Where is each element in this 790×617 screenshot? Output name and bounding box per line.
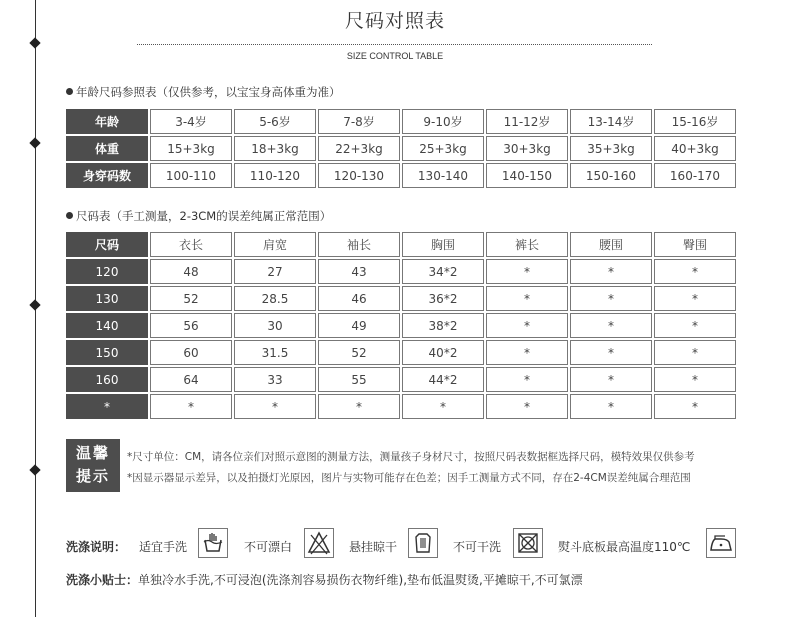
size-table-cell: * (654, 259, 736, 284)
size-row-label: 140 (66, 313, 148, 338)
size-table-cell: 49 (318, 313, 400, 338)
hang-dry-icon (408, 528, 438, 558)
size-table-cell: * (654, 313, 736, 338)
age-table-row (66, 136, 736, 161)
size-row-label: 160 (66, 367, 148, 392)
age-row-label: 体重 (66, 136, 148, 161)
size-table-row (66, 313, 736, 338)
age-table-cell: 150-160 (570, 163, 652, 188)
size-table-cell: * (654, 286, 736, 311)
tips-badge (66, 439, 120, 492)
size-table-row (66, 367, 736, 392)
size-table-row (66, 259, 736, 284)
size-table-cell: 56 (150, 313, 232, 338)
size-table-cell: * (486, 259, 568, 284)
size-table-cell: * (654, 367, 736, 392)
age-row-label: 身穿码数 (66, 163, 148, 188)
size-table-row (66, 340, 736, 365)
wash-item-text: 不可干洗 (453, 540, 502, 554)
age-table-cell: 15-16岁 (654, 109, 736, 134)
wash-tips (66, 571, 583, 588)
size-table-header: 衣长 (150, 232, 232, 257)
size-table-header: 尺码 (66, 232, 148, 257)
size-table-cell: 34*2 (402, 259, 484, 284)
hand-wash-icon (198, 528, 228, 558)
diamond-marker (29, 37, 40, 48)
size-row-label: 120 (66, 259, 148, 284)
size-table-cell: * (486, 286, 568, 311)
age-table-cell: 9-10岁 (402, 109, 484, 134)
size-table-cell: * (654, 394, 736, 419)
size-table-cell: * (654, 340, 736, 365)
size-table-header-row (66, 232, 736, 257)
size-row-label: 130 (66, 286, 148, 311)
size-table-header: 裤长 (486, 232, 568, 257)
size-table-cell: * (570, 340, 652, 365)
size-table-cell: 55 (318, 367, 400, 392)
age-table-cell: 7-8岁 (318, 109, 400, 134)
bullet-icon (66, 212, 73, 219)
diamond-marker (29, 137, 40, 148)
age-table-cell: 130-140 (402, 163, 484, 188)
size-table-cell: 40*2 (402, 340, 484, 365)
wash-tips-text: 单独冷水手洗,不可浸泡(洗涤剂容易损伤衣物纤维),垫布低温熨烫,平摊晾干,不可氯漂 (138, 573, 583, 587)
age-table-cell: 110-120 (234, 163, 316, 188)
size-table-cell: 52 (150, 286, 232, 311)
size-row-label: 150 (66, 340, 148, 365)
size-table-cell: 33 (234, 367, 316, 392)
age-table-cell: 15+3kg (150, 136, 232, 161)
size-table-cell: * (486, 340, 568, 365)
size-table-cell: * (570, 286, 652, 311)
size-table-header: 臀围 (654, 232, 736, 257)
age-table (64, 107, 738, 190)
diamond-marker (29, 464, 40, 475)
wash-item-text: 适宜手洗 (139, 540, 188, 554)
age-table-cell: 5-6岁 (234, 109, 316, 134)
washing-label: 洗涤说明： (66, 540, 127, 554)
title-divider (137, 44, 652, 45)
no-bleach-icon (304, 528, 334, 558)
size-table-cell: * (402, 394, 484, 419)
size-table-cell: * (570, 367, 652, 392)
size-table-row (66, 394, 736, 419)
age-section-heading (66, 84, 341, 100)
size-table-cell: 46 (318, 286, 400, 311)
size-table-cell: 60 (150, 340, 232, 365)
age-table-cell: 160-170 (654, 163, 736, 188)
size-table-cell: * (570, 394, 652, 419)
size-table-cell: 28.5 (234, 286, 316, 311)
age-table-cell: 100-110 (150, 163, 232, 188)
tips-badge-line1: 温馨 (75, 444, 110, 462)
size-table-cell: 27 (234, 259, 316, 284)
iron-icon (706, 528, 736, 558)
no-dry-clean-icon (513, 528, 543, 558)
size-table (64, 230, 738, 421)
size-table-cell: * (486, 313, 568, 338)
size-table-cell: 43 (318, 259, 400, 284)
age-table-cell: 140-150 (486, 163, 568, 188)
size-table-cell: 64 (150, 367, 232, 392)
size-table-cell: 52 (318, 340, 400, 365)
size-table-cell: * (234, 394, 316, 419)
age-table-row (66, 163, 736, 188)
size-table-cell: 36*2 (402, 286, 484, 311)
tips-badge-line2: 提示 (75, 467, 110, 485)
size-table-cell: * (486, 394, 568, 419)
size-table-cell: * (570, 259, 652, 284)
age-table-cell: 30+3kg (486, 136, 568, 161)
size-table-header: 袖长 (318, 232, 400, 257)
diamond-marker (29, 299, 40, 310)
size-table-cell: 30 (234, 313, 316, 338)
size-table-cell: * (570, 313, 652, 338)
wash-tips-label: 洗涤小贴士： (66, 573, 139, 587)
age-table-cell: 25+3kg (402, 136, 484, 161)
size-table-header: 胸围 (402, 232, 484, 257)
page-subtitle: SIZE CONTROL TABLE (346, 51, 444, 61)
wash-item-text: 熨斗底板最高温度110℃ (558, 540, 691, 554)
age-table-cell: 40+3kg (654, 136, 736, 161)
size-table-cell: * (318, 394, 400, 419)
age-section-heading-text: 年龄尺码参照表（仅供参考，以宝宝身高体重为准） (76, 85, 341, 99)
size-table-cell: * (486, 367, 568, 392)
size-row-label: * (66, 394, 148, 419)
page-title: 尺码对照表 (344, 10, 445, 32)
age-table-cell: 35+3kg (570, 136, 652, 161)
age-table-row (66, 109, 736, 134)
size-table-cell: * (150, 394, 232, 419)
size-table-cell: 44*2 (402, 367, 484, 392)
age-row-label: 年龄 (66, 109, 148, 134)
size-section-heading (66, 208, 331, 224)
size-section-heading-text: 尺码表（手工测量，2-3CM的误差纯属正常范围） (76, 209, 332, 223)
age-table-cell: 3-4岁 (150, 109, 232, 134)
washing-instructions (66, 526, 786, 566)
tip-line-1: *尺寸单位：CM，请各位亲们对照示意图的测量方法，测量孩子身材尺寸，按照尺码表数据框选择尺码，模特效果仅供参考 (127, 451, 695, 463)
age-table-cell: 22+3kg (318, 136, 400, 161)
wash-item-text: 不可漂白 (244, 540, 293, 554)
size-table-cell: 31.5 (234, 340, 316, 365)
size-table-header: 腰围 (570, 232, 652, 257)
age-table-cell: 13-14岁 (570, 109, 652, 134)
size-table-row (66, 286, 736, 311)
tip-line-2: *因显示器显示差异，以及拍摄灯光原因，图片与实物可能存在色差；因手工测量方式不同，存在2-4CM误差纯属合理范围 (127, 472, 691, 484)
age-table-cell: 11-12岁 (486, 109, 568, 134)
size-table-cell: 48 (150, 259, 232, 284)
age-table-cell: 120-130 (318, 163, 400, 188)
size-table-header: 肩宽 (234, 232, 316, 257)
wash-item-text: 悬挂晾干 (349, 540, 398, 554)
age-table-cell: 18+3kg (234, 136, 316, 161)
bullet-icon (66, 88, 73, 95)
size-table-cell: 38*2 (402, 313, 484, 338)
